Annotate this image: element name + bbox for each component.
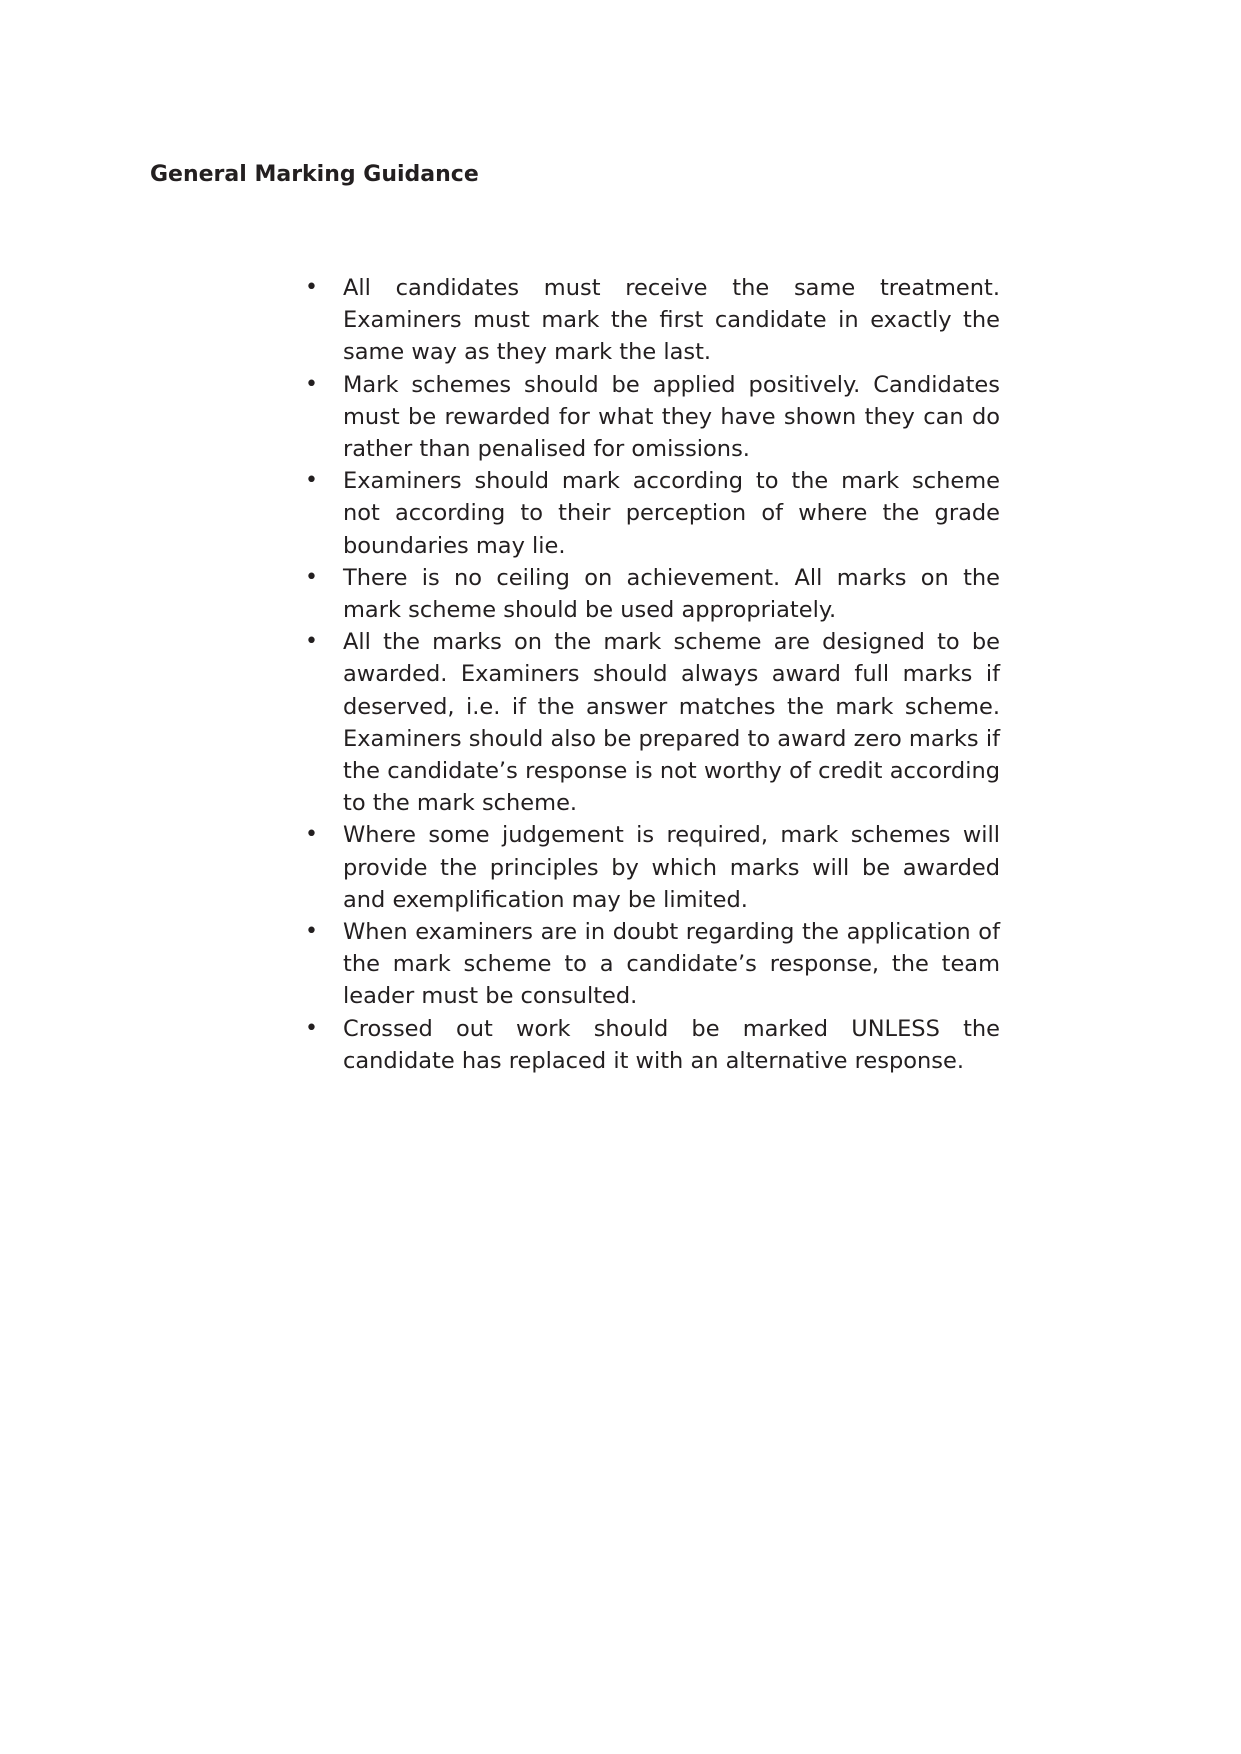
bullet-icon: • (305, 275, 318, 300)
bullet-icon: • (305, 822, 318, 848)
list-item-text: When examiners are in doubt regarding the application of the mark scheme to a candidate’s response, the team leader must be consulted. (343, 919, 1000, 1010)
list-item (300, 465, 1000, 562)
bullet-icon: • (305, 371, 318, 397)
guidance-list (300, 272, 1000, 1077)
list-item (300, 819, 1000, 916)
list-item (300, 1013, 1000, 1077)
list-item-text: Where some judgement is required, mark schemes will provide the principles by which marks will be awarded and exemplification may be limited. (343, 822, 1000, 913)
bullet-icon: • (305, 564, 318, 590)
list-item-text: All the marks on the mark scheme are designed to be awarded. Examiners should always award full marks if deserved, i.e. if the answer matches the mark scheme. Examiners should also be prepared to award zero marks if the candidate’s response is not worthy of credit according to the mark scheme. (343, 629, 1000, 817)
bullet-icon: • (305, 919, 318, 945)
list-item (300, 916, 1000, 1013)
bullet-icon: • (305, 629, 318, 655)
list-item (300, 562, 1000, 626)
list-item-text: Crossed out work should be marked UNLESS the candidate has replaced it with an alternative response. (343, 1015, 1000, 1074)
list-item (300, 626, 1000, 819)
list-item-text: All candidates must receive the same treatment. Examiners must mark the first candidate in exactly the same way as they mark the last. (343, 275, 1000, 366)
list-item-text: Examiners should mark according to the mark scheme not according to their perception of where the grade boundaries may lie. (343, 468, 1000, 559)
bullet-icon: • (305, 468, 318, 494)
page-title: General Marking Guidance (150, 162, 479, 187)
list-item (300, 272, 1000, 369)
list-item (300, 369, 1000, 466)
bullet-icon: • (305, 1015, 318, 1041)
list-item-text: There is no ceiling on achievement. All marks on the mark scheme should be used appropriately. (343, 564, 1000, 624)
list-item-text: Mark schemes should be applied positively. Candidates must be rewarded for what they have shown they can do rather than penalised for omissions. (343, 371, 1000, 463)
